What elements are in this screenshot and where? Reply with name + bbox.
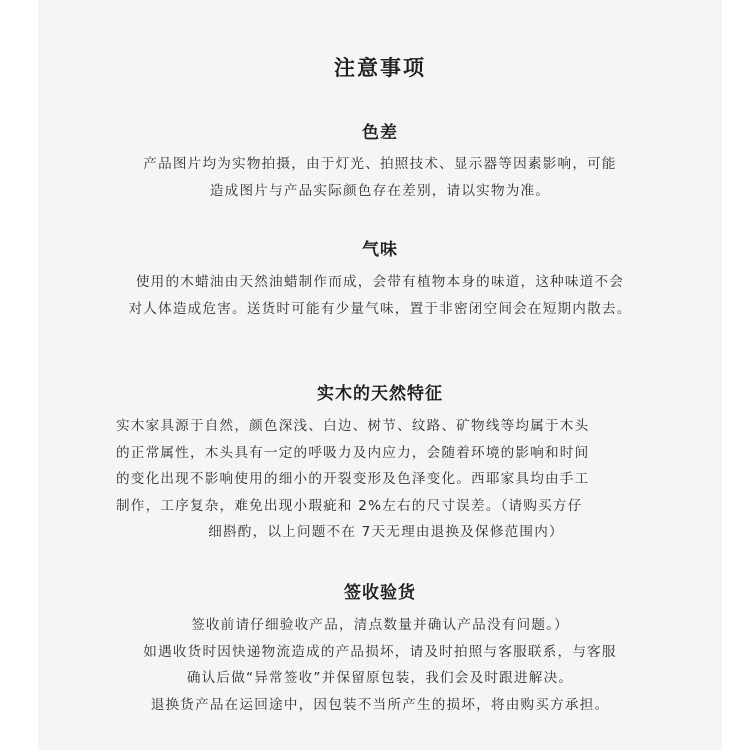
text-line: 的变化出现不影响使用的细小的开裂变形及色泽变化。西耶家具均由手工 [116,471,590,487]
page-title: 注意事项 [334,56,426,80]
text-line: 签收前请仔细验收产品，清点数量并确认产品没有问题。） [191,617,569,633]
section-text-solid-wood [116,413,656,546]
text-line: 对人体造成危害。送货时可能有少量气味，置于非密闭空间会在短期内散去。 [128,300,632,317]
text-line: 实木家具源于自然，颜色深浅、白边、树节、纹路、矿物线等均属于木头 [116,418,590,434]
section-text-odor [98,269,662,322]
section-heading-solid-wood: 实木的天然特征 [317,384,443,404]
section-text-color-difference [98,151,662,204]
notice-panel [38,0,722,750]
text-line: 如遇收货时因快递物流造成的产品损坏，请及时拍照与客服联系，与客服 [143,643,617,660]
text-line: 的正常属性，木头具有一定的呼吸力及内应力，会随着环境的影响和时间 [116,444,590,461]
text-line: 造成图片与产品实际颜色存在差别，请以实物为准。 [209,182,551,199]
section-heading-odor: 气味 [362,240,398,260]
text-line: 细斟酌，以上问题不在 7天无理由退换及保修范围内） [208,524,564,540]
section-text-inspection [98,612,662,718]
text-line: 使用的木蜡油由天然油蜡制作而成，会带有植物本身的味道，这种味道不会 [135,274,625,290]
section-heading-inspection: 签收验货 [344,583,416,603]
text-line: 退换货产品在运回途中，因包装不当所产生的损坏，将由购买方承担。 [150,696,610,713]
text-line: 制作，工序复杂，难免出现小瑕疵和 2%左右的尺寸误差。（请购买方仔 [116,497,583,514]
text-line: 确认后做“异常签收”并保留原包装，我们会及时跟进解决。 [186,670,574,686]
section-heading-color-difference: 色差 [362,123,398,143]
text-line: 产品图片均为实物拍摄，由于灯光、拍照技术、显示器等因素影响，可能 [143,156,617,172]
